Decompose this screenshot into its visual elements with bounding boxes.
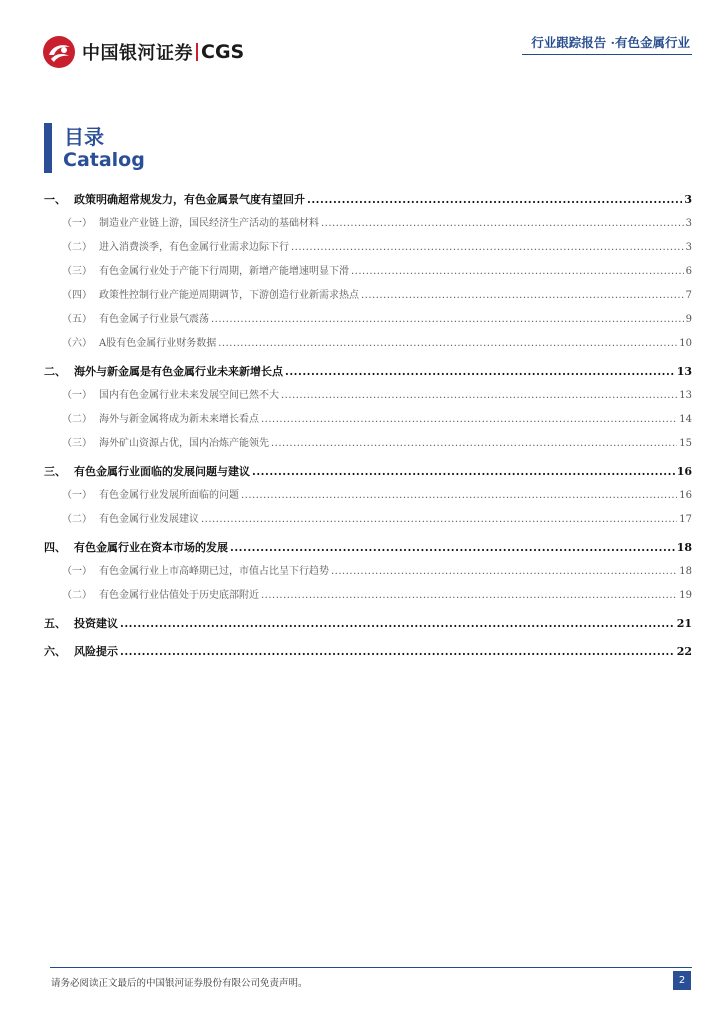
toc-entry-page: 10 — [679, 338, 692, 349]
toc-entry-page: 22 — [676, 645, 692, 658]
toc-entry-number: （一） — [62, 390, 92, 401]
toc-subsection-entry[interactable] — [44, 484, 692, 508]
toc-leader-dots — [271, 432, 677, 456]
toc-entry-page: 21 — [676, 617, 692, 630]
toc-entry-page: 13 — [679, 390, 692, 401]
toc-entry-title: 有色金属行业处于产能下行周期，新增产能增速明显下滑 — [99, 266, 349, 277]
toc-entry-page: 14 — [679, 414, 692, 425]
toc-entry-title: 风险提示 — [74, 645, 118, 658]
toc-leader-dots — [211, 308, 684, 332]
toc-section-entry[interactable] — [44, 612, 692, 636]
toc-entry-page: 7 — [685, 290, 692, 301]
toc-entry-title: 海外与新金属将成为新未来增长看点 — [99, 414, 259, 425]
page-header — [0, 0, 724, 80]
toc-leader-dots — [241, 484, 677, 508]
toc-leader-dots — [218, 332, 677, 356]
toc-entry-number: （四） — [62, 290, 92, 301]
toc-entry-title: A股有色金属行业财务数据 — [99, 338, 217, 349]
toc-entry-number: （一） — [62, 566, 92, 577]
toc-entry-number: （一） — [62, 218, 92, 229]
toc-entry-number: 一、 — [44, 193, 66, 206]
toc-subsection-entry[interactable] — [44, 212, 692, 236]
toc-entry-page: 16 — [679, 490, 692, 501]
toc-entry-title: 海外与新金属是有色金属行业未来新增长点 — [74, 365, 283, 378]
toc-entry-number: 四、 — [44, 541, 66, 554]
toc-leader-dots — [291, 236, 684, 260]
toc-leader-dots — [252, 460, 675, 484]
toc-entry-title: 投资建议 — [74, 617, 118, 630]
toc-entry-title: 有色金属行业发展所面临的问题 — [99, 490, 239, 501]
toc-entry-title: 制造业产业链上游，国民经济生产活动的基础材料 — [99, 218, 319, 229]
toc-entry-page: 3 — [685, 242, 692, 253]
toc-entry-number: （三） — [62, 266, 92, 277]
cgs-logo-mark-icon — [42, 35, 76, 69]
report-label: 行业跟踪报告 ·有色金属行业 — [531, 35, 690, 50]
toc-subsection-entry[interactable] — [44, 432, 692, 456]
toc-entry-page: 6 — [685, 266, 692, 277]
brand-separator — [196, 43, 198, 61]
toc-leader-dots — [230, 536, 675, 560]
toc-entry-page: 17 — [679, 514, 692, 525]
toc-leader-dots — [307, 188, 682, 212]
toc-leader-dots — [331, 560, 677, 584]
toc-entry-page: 16 — [676, 465, 692, 478]
toc-subsection-entry[interactable] — [44, 560, 692, 584]
toc-subsection-entry[interactable] — [44, 508, 692, 532]
brand-name-cn: 中国银河证券 — [82, 43, 193, 64]
toc-subsection-entry[interactable] — [44, 308, 692, 332]
page-number: 2 — [673, 971, 691, 990]
toc-entry-title: 进入消费淡季，有色金属行业需求边际下行 — [99, 242, 289, 253]
toc-section-entry[interactable] — [44, 640, 692, 664]
toc-entry-title: 有色金属子行业景气震荡 — [99, 314, 209, 325]
toc-entry-page: 19 — [679, 590, 692, 601]
toc-entry-number: 三、 — [44, 465, 66, 478]
toc-entry-page: 3 — [684, 193, 692, 206]
page-title-en: Catalog — [63, 149, 145, 171]
toc-leader-dots — [120, 640, 675, 664]
header-rule — [522, 54, 692, 55]
toc-entry-title: 政策明确超常规发力，有色金属景气度有望回升 — [74, 193, 305, 206]
toc-entry-number: （五） — [62, 314, 92, 325]
toc-leader-dots — [281, 384, 677, 408]
toc-entry-title: 有色金属行业上市高峰期已过，市值占比呈下行趋势 — [99, 566, 329, 577]
toc-section-entry[interactable] — [44, 536, 692, 560]
toc-section-entry[interactable] — [44, 460, 692, 484]
toc-subsection-entry[interactable] — [44, 384, 692, 408]
toc-section-entry[interactable] — [44, 360, 692, 384]
toc-entry-page: 13 — [676, 365, 692, 378]
brand-name-en: CGS — [201, 41, 245, 63]
toc-entry-title: 海外矿山资源占优，国内冶炼产能领先 — [99, 438, 269, 449]
toc-entry-title: 有色金属行业在资本市场的发展 — [74, 541, 228, 554]
toc-entry-number: （二） — [62, 590, 92, 601]
toc-entry-number: （六） — [62, 338, 92, 349]
toc-entry-page: 9 — [685, 314, 692, 325]
toc-entry-number: 二、 — [44, 365, 66, 378]
toc-entry-title: 有色金属行业面临的发展问题与建议 — [74, 465, 250, 478]
table-of-contents — [44, 188, 692, 664]
toc-entry-number: 五、 — [44, 617, 66, 630]
toc-entry-number: （二） — [62, 242, 92, 253]
toc-leader-dots — [261, 408, 677, 432]
toc-entry-title: 有色金属行业发展建议 — [99, 514, 199, 525]
toc-entry-number: （三） — [62, 438, 92, 449]
toc-subsection-entry[interactable] — [44, 284, 692, 308]
toc-leader-dots — [321, 212, 684, 236]
toc-subsection-entry[interactable] — [44, 236, 692, 260]
footer-disclaimer: 请务必阅读正文最后的中国银河证券股份有限公司免责声明。 — [51, 978, 308, 989]
toc-entry-title: 国内有色金属行业未来发展空间已然不大 — [99, 390, 279, 401]
toc-entry-page: 18 — [676, 541, 692, 554]
title-accent-bar — [44, 123, 52, 173]
toc-entry-title: 有色金属行业估值处于历史底部附近 — [99, 590, 259, 601]
toc-entry-page: 18 — [679, 566, 692, 577]
toc-entry-page: 15 — [679, 438, 692, 449]
toc-leader-dots — [201, 508, 677, 532]
toc-leader-dots — [361, 284, 684, 308]
toc-subsection-entry[interactable] — [44, 408, 692, 432]
toc-entry-number: （一） — [62, 490, 92, 501]
toc-entry-page: 3 — [685, 218, 692, 229]
toc-section-entry[interactable] — [44, 188, 692, 212]
page-title-cn: 目录 — [64, 125, 104, 149]
toc-leader-dots — [351, 260, 684, 284]
toc-leader-dots — [285, 360, 675, 384]
toc-subsection-entry[interactable] — [44, 260, 692, 284]
cgs-logo — [42, 35, 244, 69]
toc-entry-number: 六、 — [44, 645, 66, 658]
toc-entry-title: 政策性控制行业产能逆周期调节，下游创造行业新需求热点 — [99, 290, 359, 301]
toc-subsection-entry[interactable] — [44, 584, 692, 608]
toc-leader-dots — [120, 612, 675, 636]
footer-rule — [50, 967, 692, 968]
toc-leader-dots — [261, 584, 677, 608]
toc-entry-number: （二） — [62, 414, 92, 425]
toc-subsection-entry[interactable] — [44, 332, 692, 356]
toc-entry-number: （二） — [62, 514, 92, 525]
